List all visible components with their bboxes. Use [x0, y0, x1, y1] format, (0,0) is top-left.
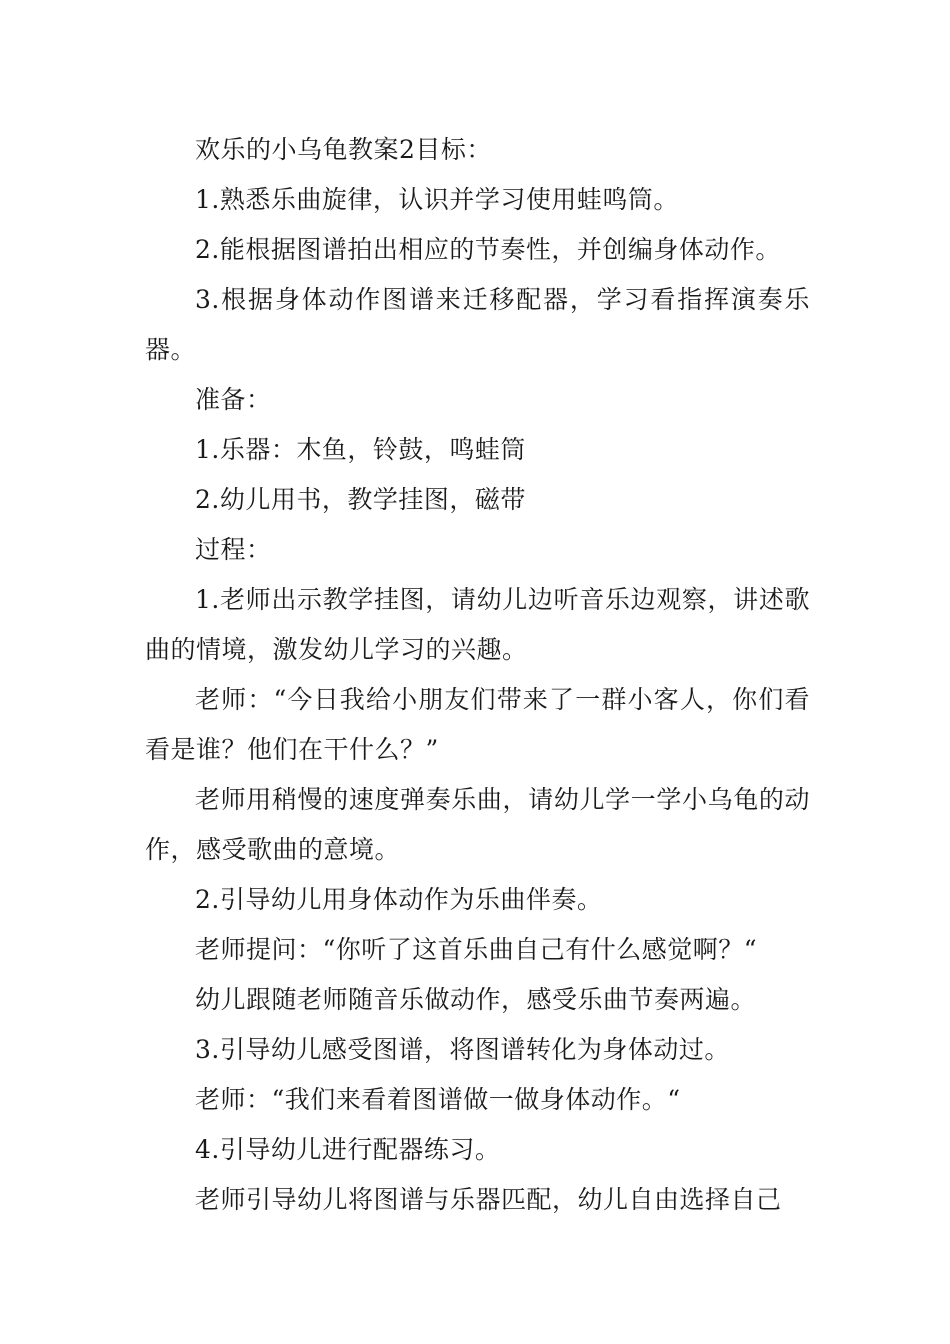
paragraph-process-1: 1.老师出示教学挂图，请幼儿边听音乐边观察，讲述歌曲的情境，激发幼儿学习的兴趣。: [145, 585, 810, 664]
paragraph-prep-1: 1.乐器：木鱼，铃鼓，鸣蛙筒: [195, 435, 526, 464]
paragraph-teacher-question: 老师提问：“你听了这首乐曲自己有什么感觉啊？“: [195, 935, 758, 964]
paragraph-goal-3: 3.根据身体动作图谱来迁移配器，学习看指挥演奏乐器。: [145, 285, 810, 364]
paragraph-process-heading: 过程：: [195, 535, 272, 564]
paragraph-process-2: 2.引导幼儿用身体动作为乐曲伴奏。: [195, 885, 603, 914]
paragraph-children-follow: 幼儿跟随老师随音乐做动作，感受乐曲节奏两遍。: [195, 985, 757, 1014]
paragraph-prep-heading: 准备：: [195, 385, 272, 414]
paragraph-teacher-play: 老师用稍慢的速度弹奏乐曲，请幼儿学一学小乌龟的动作，感受歌曲的意境。: [145, 785, 810, 864]
paragraph-prep-2: 2.幼儿用书，教学挂图，磁带: [195, 485, 526, 514]
paragraph-teacher-quote-2: 老师：“我们来看着图谱做一做身体动作。“: [195, 1085, 681, 1114]
paragraph-goal-2: 2.能根据图谱拍出相应的节奏性，并创编身体动作。: [195, 235, 781, 264]
paragraph-teacher-guide: 老师引导幼儿将图谱与乐器匹配，幼儿自由选择自己: [195, 1185, 782, 1214]
paragraph-teacher-quote-1: 老师：“今日我给小朋友们带来了一群小客人，你们看看是谁？他们在干什么？”: [145, 685, 810, 764]
paragraph-process-4: 4.引导幼儿进行配器练习。: [195, 1135, 501, 1164]
paragraph-title: 欢乐的小乌龟教案2目标：: [195, 135, 492, 164]
document-body: [145, 125, 810, 1225]
paragraph-process-3: 3.引导幼儿感受图谱，将图谱转化为身体动过。: [195, 1035, 730, 1064]
paragraph-goal-1: 1.熟悉乐曲旋律，认识并学习使用蛙鸣筒。: [195, 185, 679, 214]
